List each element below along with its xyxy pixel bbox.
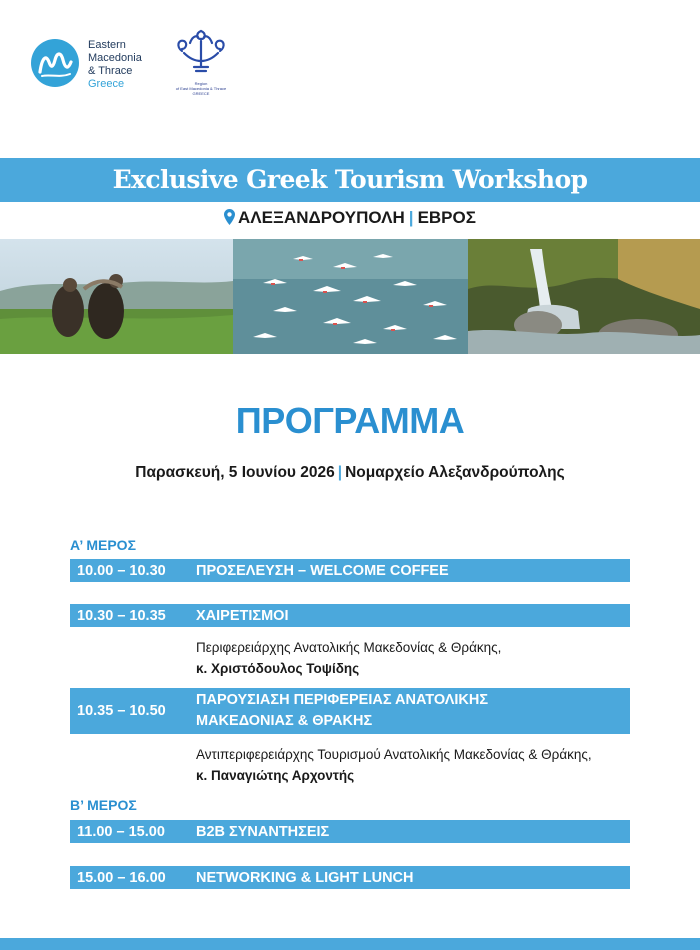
event-date: Παρασκευή, 5 Ιουνίου 2026: [135, 464, 335, 481]
location-separator: |: [408, 208, 414, 227]
title-band: [0, 158, 700, 202]
flamingos-photo: [233, 239, 468, 354]
row-label: ΧΑΙΡΕΤΙΣΜΟΙ: [196, 608, 289, 624]
program-title: ΠΡΟΓΡΑΜΜΑ: [235, 400, 465, 441]
speaker-role: Αντιπεριφερειάρχης Τουρισμού Ανατολικής Μακεδονίας & Θράκης,: [196, 747, 592, 762]
row-time: 11.00 – 15.00: [77, 824, 165, 840]
event-date-venue: [0, 464, 700, 482]
region-emblem-text: Region of East Macedonia & Thrace GREECE: [175, 81, 227, 96]
schedule-row: [70, 820, 630, 843]
row-label-line2: ΜΑΚΕΔΟΝΙΑΣ & ΘΡΑΚΗΣ: [196, 713, 373, 729]
row-time: 15.00 – 16.00: [77, 870, 166, 886]
schedule-row: [70, 866, 630, 889]
speaker-block: [196, 637, 501, 679]
speaker-role: Περιφερειάρχης Ανατολικής Μακεδονίας & Θράκης,: [196, 640, 502, 655]
row-label: B2B ΣΥΝΑΝΤΗΣΕΙΣ: [196, 824, 330, 840]
event-location: [0, 208, 700, 228]
region-wave-logo-icon: [30, 38, 80, 88]
part-b-heading: Β’ ΜΕΡΟΣ: [70, 797, 137, 813]
location-pin-icon: [224, 209, 235, 225]
schedule-row: [70, 604, 630, 627]
location-city: ΑΛΕΞΑΝΔΡΟΥΠΟΛΗ: [238, 208, 405, 227]
region-logo-text: Eastern Macedonia & Thrace Greece: [88, 39, 142, 90]
vultures-photo: [0, 239, 233, 354]
ionic-column-emblem-icon: [168, 25, 234, 81]
row-label: NETWORKING & LIGHT LUNCH: [196, 870, 414, 886]
row-label-line1: ΠΑΡΟΥΣΙΑΣΗ ΠΕΡΙΦΕΡΕΙΑΣ ΑΝΑΤΟΛΙΚΗΣ: [196, 692, 489, 708]
row-time: 10.00 – 10.30: [77, 563, 166, 579]
row-time: 10.35 – 10.50: [77, 703, 166, 719]
part-a-heading: Α’ ΜΕΡΟΣ: [70, 537, 136, 553]
date-separator: |: [337, 464, 343, 481]
speaker-name: κ. Παναγιώτης Αρχοντής: [196, 768, 355, 783]
photo-strip: [0, 239, 700, 354]
region-emblem: [168, 25, 234, 95]
region-logo: [30, 38, 170, 88]
event-title: Exclusive Greek Tourism Workshop: [112, 165, 588, 194]
event-venue: Νομαρχείο Αλεξανδρούπολης: [345, 464, 565, 481]
bottom-bar: [0, 938, 700, 950]
waterfall-photo: [468, 239, 700, 354]
row-time: 10.30 – 10.35: [77, 608, 166, 624]
location-region: ΕΒΡΟΣ: [417, 208, 476, 227]
row-label: ΠΡΟΣΕΛΕΥΣΗ – WELCOME COFFEE: [196, 563, 449, 579]
schedule-row: [70, 559, 630, 582]
speaker-name: κ. Χριστόδουλος Τοψίδης: [196, 661, 360, 676]
schedule-row: [70, 688, 630, 734]
speaker-block: [196, 744, 592, 786]
